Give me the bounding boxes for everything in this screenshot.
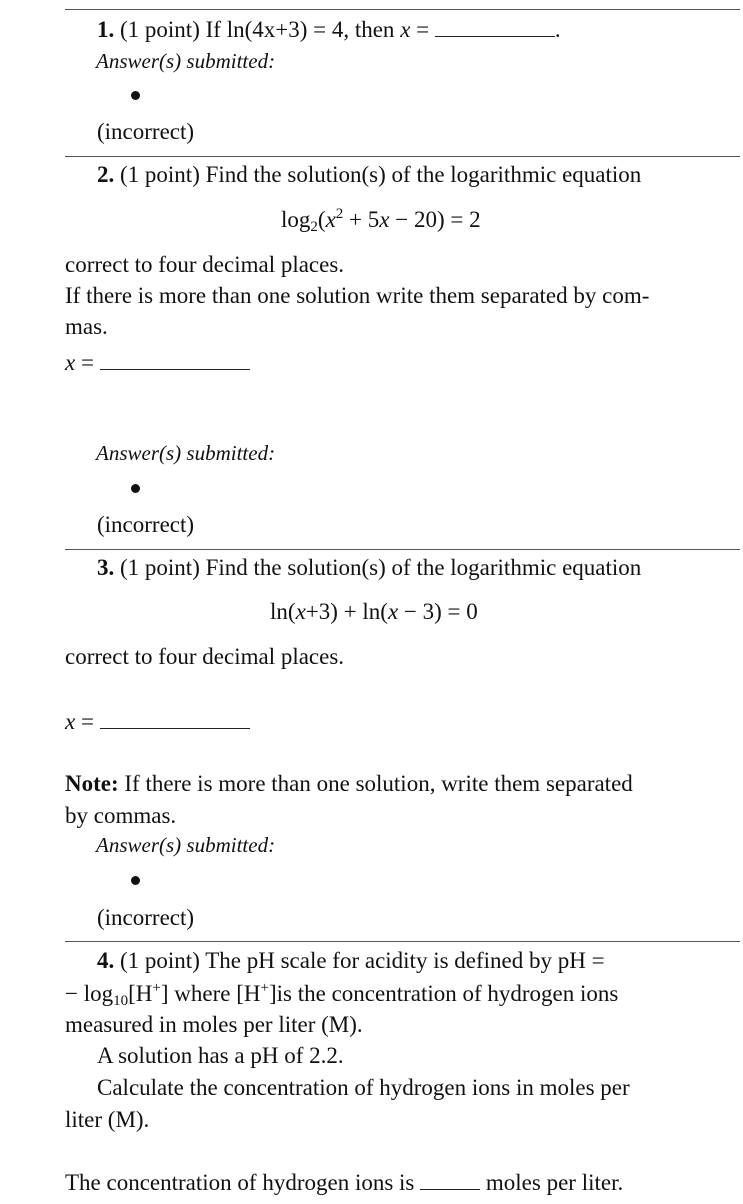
eq-part: ln( <box>270 599 296 624</box>
problem-text-line <box>65 978 618 1009</box>
note-text: If there is more than one solution, write them separated <box>124 771 633 796</box>
problem-prompt: Find the solution(s) of the logarithmic equation <box>205 162 642 187</box>
problem-text-line: correct to four decimal places. <box>65 252 345 277</box>
problem-text-line: A solution has a pH of 2.2. <box>97 1043 344 1068</box>
log-text: log <box>281 207 311 232</box>
answers-submitted-label: Answer(s) submitted: <box>96 441 276 465</box>
problem-points: (1 point) <box>120 17 200 42</box>
problem-number: 3. <box>97 555 115 580</box>
problem-text-line: mas. <box>65 314 108 339</box>
eq-term: + 5 <box>343 207 380 232</box>
eq-part: ] where [H <box>160 981 261 1006</box>
problem-points: (1 point) <box>120 555 200 580</box>
status-incorrect: (incorrect) <box>97 512 195 537</box>
eq-part: − log <box>65 981 114 1006</box>
separator-rule <box>65 941 740 942</box>
equals-sign: = <box>80 350 94 375</box>
problem-text-line: correct to four decimal places. <box>65 644 345 669</box>
problem-points: (1 point) <box>120 948 200 973</box>
bullet-icon <box>131 484 140 493</box>
final-tail: moles per liter. <box>485 1170 624 1195</box>
separator-rule <box>65 549 740 550</box>
separator-rule <box>65 9 740 10</box>
problem-3-statement <box>97 552 641 583</box>
note-label: Note: <box>65 771 119 796</box>
answer-blank[interactable] <box>100 368 250 370</box>
var-x: x <box>325 207 336 232</box>
bullet-icon <box>131 91 140 100</box>
note-line: by commas. <box>65 803 177 828</box>
problem-number: 1. <box>97 17 115 42</box>
problem-equation: ln(4x+3) = 4, then <box>226 17 395 42</box>
final-lead: The concentration of hydrogen ions is <box>65 1170 415 1195</box>
equals-sign: = <box>416 17 430 42</box>
problem-lead: If <box>205 17 221 42</box>
problem-1-statement <box>97 14 561 45</box>
problem-text-line: Calculate the concentration of hydrogen ions in moles per <box>97 1075 630 1100</box>
answer-variable: x <box>65 350 76 375</box>
problem-points: (1 point) <box>120 162 200 187</box>
eq-part: − 3) = 0 <box>398 599 478 624</box>
answer-variable: x <box>65 709 76 734</box>
superscript: + <box>152 980 161 996</box>
status-incorrect: (incorrect) <box>97 119 195 144</box>
answer-variable: x <box>400 17 411 42</box>
answers-submitted-label: Answer(s) submitted: <box>96 49 276 73</box>
note-line <box>65 768 633 799</box>
problem-text: The pH scale for acidity is defined by pH = <box>205 948 605 973</box>
separator-rule <box>65 156 740 157</box>
final-answer-row <box>65 1167 623 1198</box>
paren-open: ( <box>317 207 326 232</box>
problem-2-statement <box>97 159 641 190</box>
answer-blank[interactable] <box>435 35 555 37</box>
equation-display <box>270 596 478 627</box>
log-base: 2 <box>310 219 318 235</box>
period: . <box>554 17 561 42</box>
bullet-icon <box>131 876 140 885</box>
status-incorrect: (incorrect) <box>97 905 195 930</box>
problem-text-line: liter (M). <box>65 1107 150 1132</box>
answers-submitted-label: Answer(s) submitted: <box>96 833 276 857</box>
eq-part: [H <box>128 981 153 1006</box>
log-base: 10 <box>113 993 129 1009</box>
problem-4-statement <box>97 945 605 976</box>
var-x: x <box>387 599 399 624</box>
var-x: x <box>295 599 306 624</box>
var-x: x <box>379 207 390 232</box>
answer-row <box>65 347 250 378</box>
answer-blank[interactable] <box>100 727 250 729</box>
answer-row <box>65 706 250 737</box>
exponent: 2 <box>335 206 344 222</box>
superscript: + <box>260 980 269 996</box>
eq-part: +3) + ln( <box>305 599 388 624</box>
problem-text-line: If there is more than one solution write them separated by com- <box>65 283 650 308</box>
eq-tail: − 20) = 2 <box>389 207 481 232</box>
problem-number: 4. <box>97 948 115 973</box>
problem-prompt: Find the solution(s) of the logarithmic equation <box>205 555 642 580</box>
eq-part: ]is the concentration of hydrogen ions <box>268 981 619 1006</box>
answer-blank[interactable] <box>420 1188 480 1190</box>
problem-text-line: measured in moles per liter (M). <box>65 1012 363 1037</box>
equals-sign: = <box>80 709 94 734</box>
problem-number: 2. <box>97 162 115 187</box>
equation-display <box>281 204 481 235</box>
